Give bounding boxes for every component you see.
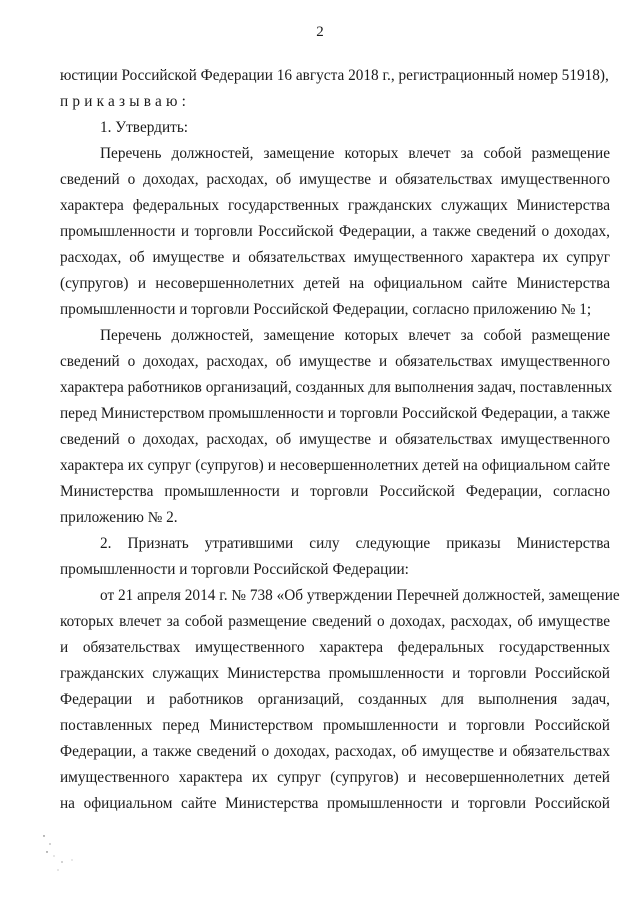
text-line: сведений о доходах, расходах, об имуществе и обязательствах имущественного xyxy=(60,353,610,370)
text-line: сведений о доходах, расходах, об имуществе и обязательствах имущественного xyxy=(60,431,610,448)
text-line-order-word: приказываю: xyxy=(60,93,191,110)
text-line: Перечень должностей, замещение которых влечет за собой размещение xyxy=(100,327,610,344)
text-line: и обязательствах имущественного характера федеральных государственных xyxy=(60,639,610,656)
text-line: на официальном сайте Министерства промышленности и торговли Российской xyxy=(60,795,610,812)
scan-specks xyxy=(38,830,98,890)
text-line: промышленности и торговли Российской Федерации, согласно приложению № 1; xyxy=(60,301,592,318)
text-line: (супругов) и несовершеннолетних детей на официальном сайте Министерства xyxy=(60,275,610,292)
text-line: характера их супруг (супругов) и несовершеннолетних детей на официальном сайте xyxy=(60,457,610,474)
text-line: расходах, об имуществе и обязательствах имущественного характера их супруг xyxy=(60,249,610,266)
text-line: от 21 апреля 2014 г. № 738 «Об утверждении Перечней должностей, замещение xyxy=(100,587,620,604)
text-line: характера работников организаций, созданных для выполнения задач, поставленных xyxy=(60,379,613,396)
text-line: поставленных перед Министерством промышленности и торговли Российской xyxy=(60,717,610,734)
page-number: 2 xyxy=(316,24,324,40)
text-line: имущественного характера их супруг (супругов) и несовершеннолетних детей xyxy=(60,769,610,786)
text-line-item-2-heading: 2. Признать утратившими силу следующие приказы Министерства xyxy=(100,535,610,552)
text-line: Перечень должностей, замещение которых влечет за собой размещение xyxy=(100,145,610,162)
text-line: промышленности и торговли Российской Федерации, а также сведений о доходах, xyxy=(60,223,610,240)
text-line: юстиции Российской Федерации 16 августа 2018 г., регистрационный номер 51918), xyxy=(60,67,609,84)
text-line: Федерации и работников организаций, созданных для выполнения задач, xyxy=(60,691,610,708)
text-line: сведений о доходах, расходах, об имуществе и обязательствах имущественного xyxy=(60,171,610,188)
text-line-item-1-heading: 1. Утвердить: xyxy=(100,119,189,136)
text-line: Федерации, а также сведений о доходах, расходах, об имуществе и обязательствах xyxy=(60,743,610,760)
text-line: перед Министерством промышленности и торговли Российской Федерации, а также xyxy=(60,405,610,422)
text-line: характера федеральных государственных гражданских служащих Министерства xyxy=(60,197,610,214)
text-line: которых влечет за собой размещение сведений о доходах, расходах, об имуществе xyxy=(60,613,610,630)
text-line: Министерства промышленности и торговли Российской Федерации, согласно xyxy=(60,483,610,500)
text-line: гражданских служащих Министерства промышленности и торговли Российской xyxy=(60,665,610,682)
text-line: промышленности и торговли Российской Федерации: xyxy=(60,561,409,578)
text-line: приложению № 2. xyxy=(60,509,178,526)
